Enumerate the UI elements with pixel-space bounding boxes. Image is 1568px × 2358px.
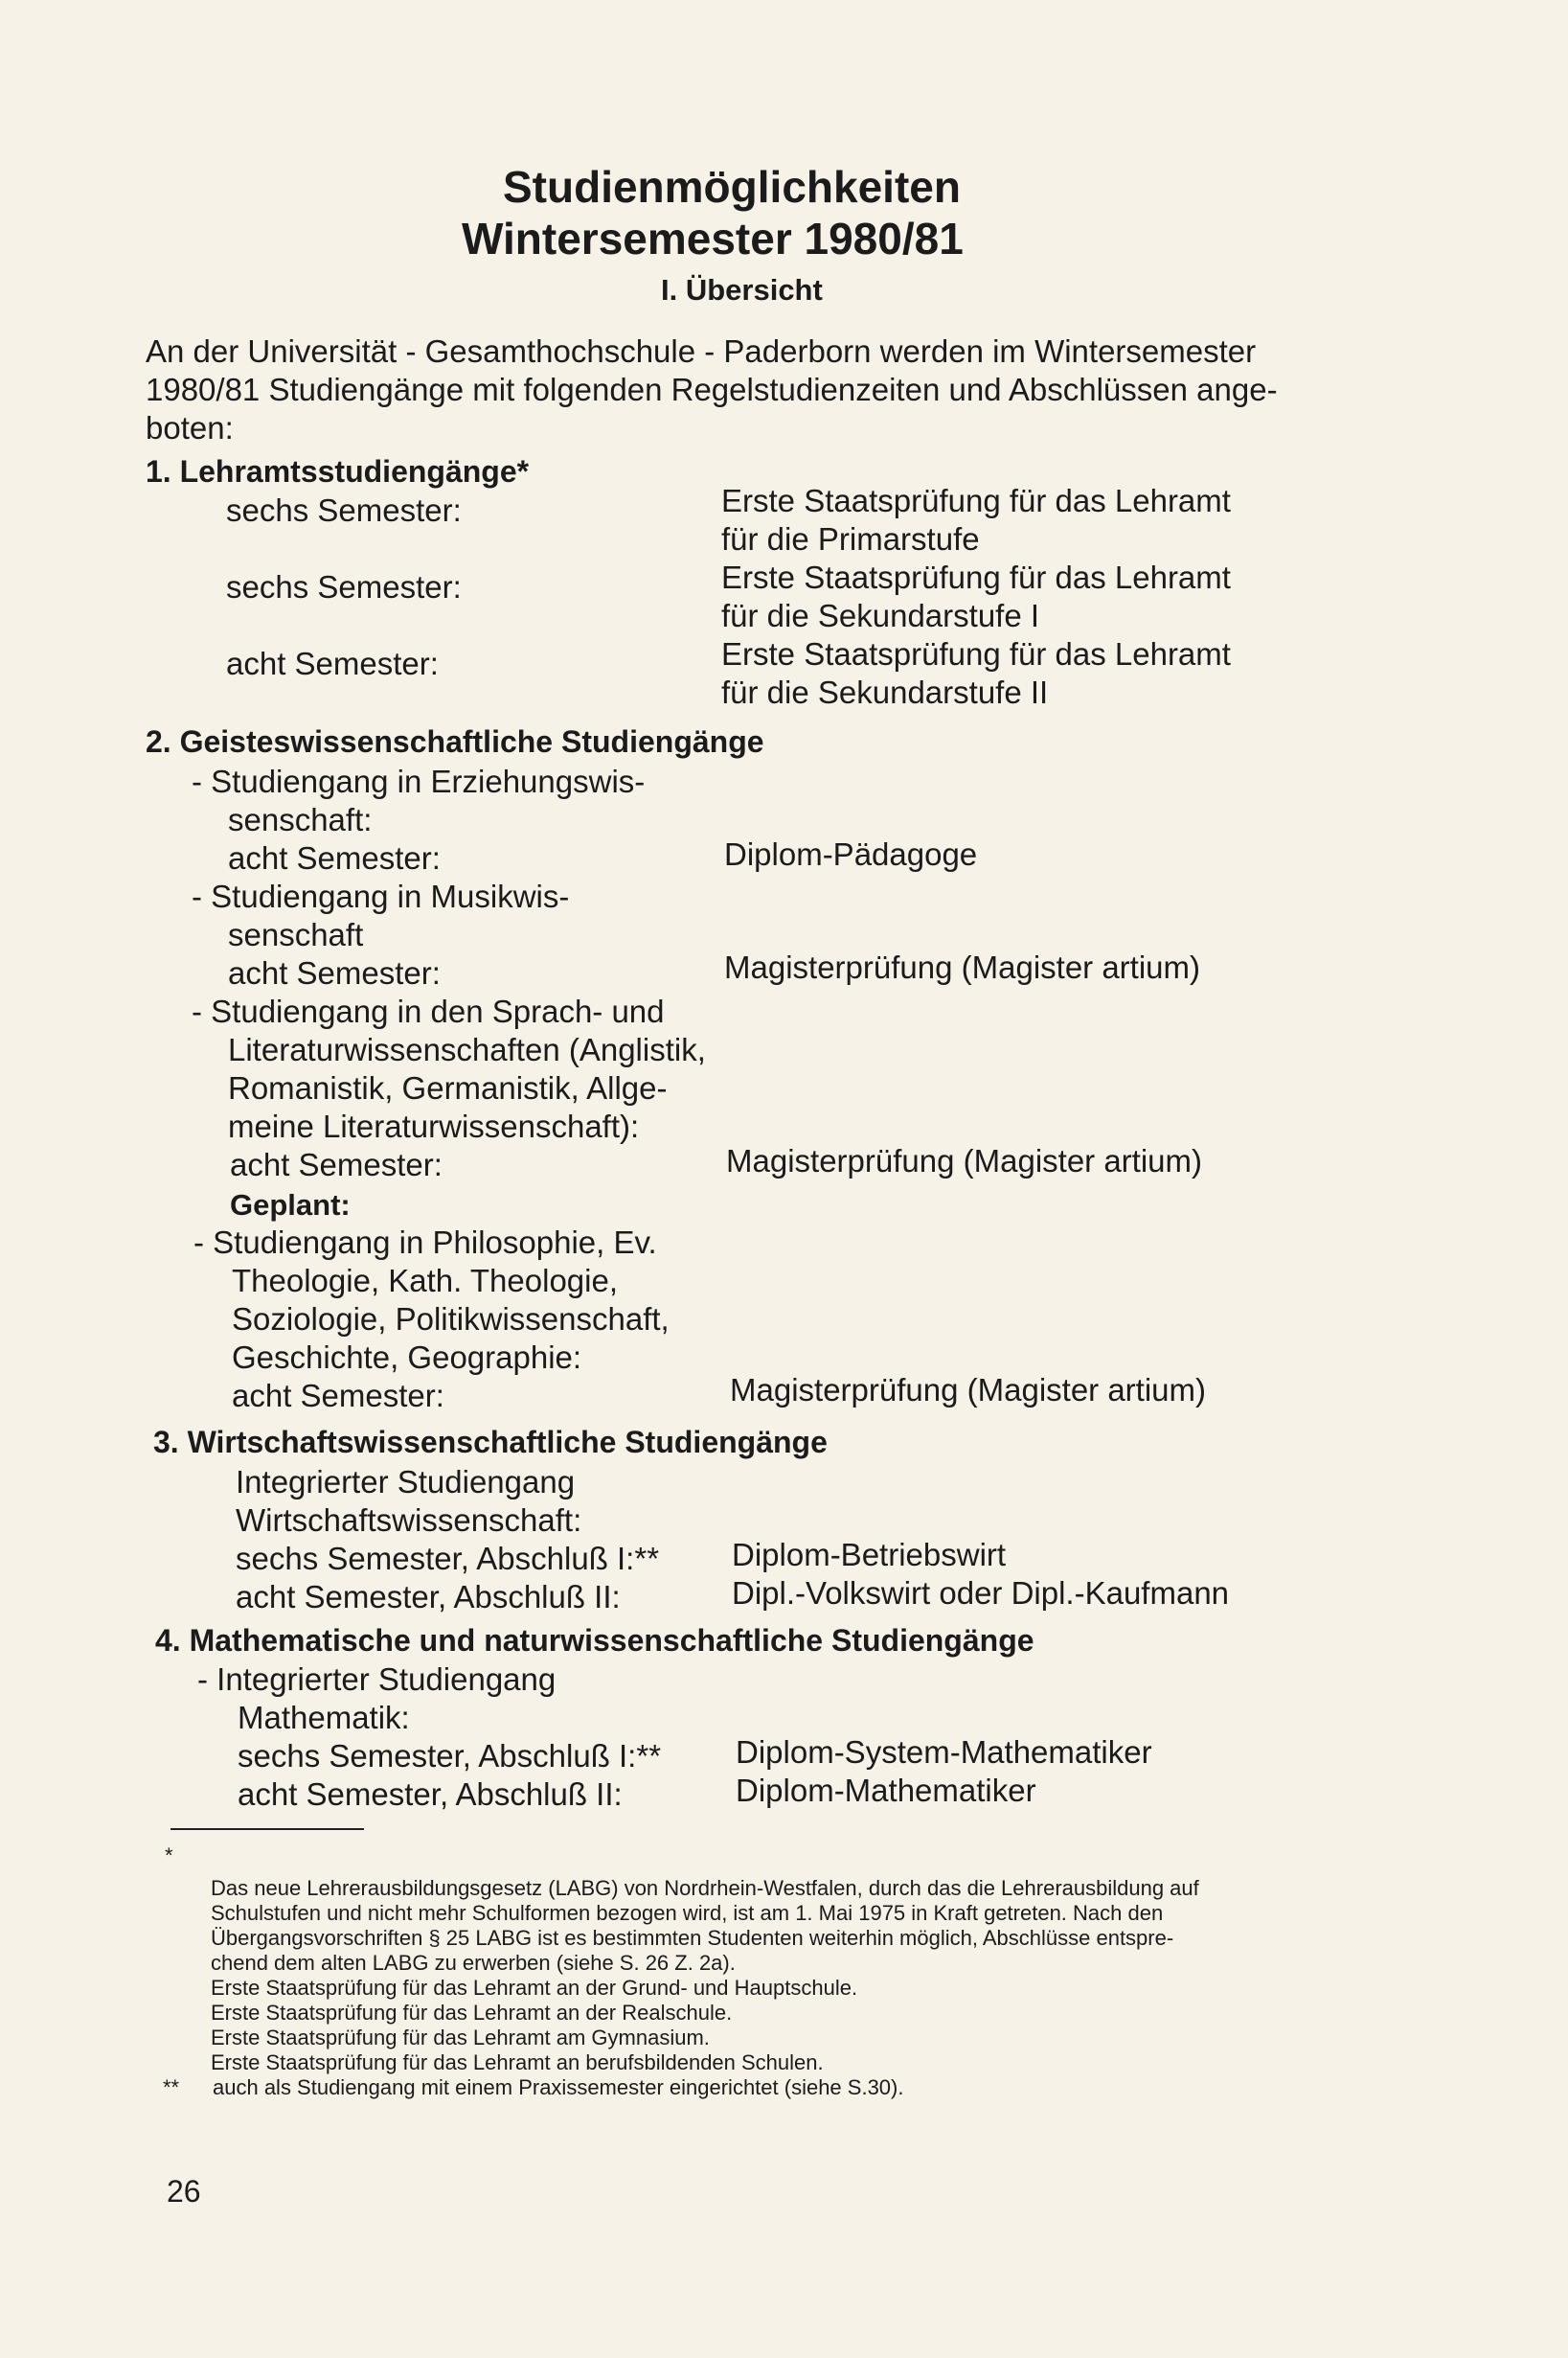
page-number: 26 xyxy=(167,2174,201,2209)
degree-line: Diplom-Pädagoge xyxy=(724,836,978,872)
semester-label: acht Semester: xyxy=(228,955,441,991)
semester-label: acht Semester, Abschluß II: xyxy=(238,1776,623,1812)
footnote-line: chend dem alten LABG zu erwerben (siehe S. 26 Z. 2a). xyxy=(211,1951,736,1975)
degree-line: für die Sekundarstufe II xyxy=(721,675,1049,710)
degree-line: für die Primarstufe xyxy=(721,521,980,557)
section-heading: 4. Mathematische und naturwissenschaftliche Studiengänge xyxy=(155,1623,1034,1658)
degree-line: für die Sekundarstufe I xyxy=(721,598,1040,633)
footnote-marker: * xyxy=(165,1843,173,1867)
program-line: Geschichte, Geographie: xyxy=(232,1339,582,1375)
footnote-line: Erste Staatsprüfung für das Lehramt an der Grund- und Hauptschule. xyxy=(211,1976,858,2000)
planned-label: Geplant: xyxy=(230,1188,351,1222)
page-title: Studienmöglichkeiten xyxy=(503,162,961,212)
program-line: Theologie, Kath. Theologie, xyxy=(232,1263,619,1298)
footnote-line: Das neue Lehrerausbildungsgesetz (LABG) von Nordrhein-Westfalen, durch das die Lehrerausbildung auf xyxy=(211,1876,1199,1900)
program-line: senschaft: xyxy=(228,802,373,837)
program-line: - Studiengang in Erziehungswis- xyxy=(192,764,646,799)
intro-line: An der Universität - Gesamthochschule - Paderborn werden im Wintersemester xyxy=(146,333,1257,369)
degree-line: Diplom-Betriebswirt xyxy=(732,1537,1007,1572)
footnote-divider xyxy=(170,1828,364,1830)
section-heading: 1. Lehramtsstudiengänge* xyxy=(146,454,530,489)
program-line: Integrierter Studiengang xyxy=(236,1464,576,1500)
footnote-line: Erste Staatsprüfung für das Lehramt an berufsbildenden Schulen. xyxy=(211,2050,824,2074)
degree-line: Erste Staatsprüfung für das Lehramt xyxy=(721,483,1231,518)
degree-line: Erste Staatsprüfung für das Lehramt xyxy=(721,560,1231,595)
semester-label: acht Semester: xyxy=(232,1378,444,1413)
page-title-semester: Wintersemester 1980/81 xyxy=(462,214,964,263)
footnote-line: Schulstufen und nicht mehr Schulformen bezogen wird, ist am 1. Mai 1975 in Kraft getreten. Nach den xyxy=(211,1901,1164,1925)
section-heading: 3. Wirtschaftswissenschaftliche Studiengänge xyxy=(153,1425,828,1459)
program-line: - Studiengang in Philosophie, Ev. xyxy=(193,1225,657,1260)
semester-label: acht Semester: xyxy=(228,840,441,876)
footnote-marker: ** xyxy=(163,2075,180,2099)
program-line: Wirtschaftswissenschaft: xyxy=(236,1502,582,1538)
program-line: - Integrierter Studiengang xyxy=(197,1661,557,1697)
footnote-line: auch als Studiengang mit einem Praxissemester eingerichtet (siehe S.30). xyxy=(213,2075,904,2099)
intro-line: boten: xyxy=(146,410,234,446)
program-line: - Studiengang in Musikwis- xyxy=(192,879,570,914)
footnote-line: Übergangsvorschriften § 25 LABG ist es bestimmten Studenten weiterhin möglich, Abschlüsse entspre- xyxy=(211,1926,1174,1950)
degree-line: Dipl.-Volkswirt oder Dipl.-Kaufmann xyxy=(732,1575,1230,1611)
semester-label: sechs Semester: xyxy=(226,492,462,528)
footnote-line: Erste Staatsprüfung für das Lehramt an der Realschule. xyxy=(211,2001,733,2025)
degree-line: Magisterprüfung (Magister artium) xyxy=(724,950,1200,985)
semester-label: acht Semester, Abschluß II: xyxy=(236,1579,621,1614)
program-line: - Studiengang in den Sprach- und xyxy=(192,994,665,1029)
program-line: Soziologie, Politikwissenschaft, xyxy=(232,1301,670,1337)
degree-line: Magisterprüfung (Magister artium) xyxy=(726,1143,1202,1179)
degree-line: Magisterprüfung (Magister artium) xyxy=(730,1372,1206,1408)
program-line: senschaft xyxy=(228,917,364,952)
intro-line: 1980/81 Studiengänge mit folgenden Regelstudienzeiten und Abschlüssen ange- xyxy=(146,372,1278,407)
semester-label: acht Semester: xyxy=(226,646,439,681)
program-line: Romanistik, Germanistik, Allge- xyxy=(228,1070,668,1106)
program-line: Mathematik: xyxy=(238,1700,410,1735)
semester-label: sechs Semester, Abschluß I:** xyxy=(238,1738,662,1774)
degree-line: Erste Staatsprüfung für das Lehramt xyxy=(721,636,1231,672)
section-heading: 2. Geisteswissenschaftliche Studiengänge xyxy=(146,724,764,759)
section-subtitle: I. Übersicht xyxy=(661,273,823,307)
program-line: meine Literaturwissenschaft): xyxy=(228,1109,640,1144)
semester-label: acht Semester: xyxy=(230,1147,443,1182)
semester-label: sechs Semester: xyxy=(226,569,462,605)
footnote-line: Erste Staatsprüfung für das Lehramt am Gymnasium. xyxy=(211,2026,710,2049)
program-line: Literaturwissenschaften (Anglistik, xyxy=(228,1032,706,1067)
degree-line: Diplom-System-Mathematiker xyxy=(736,1734,1152,1770)
degree-line: Diplom-Mathematiker xyxy=(736,1773,1036,1808)
semester-label: sechs Semester, Abschluß I:** xyxy=(236,1541,660,1576)
